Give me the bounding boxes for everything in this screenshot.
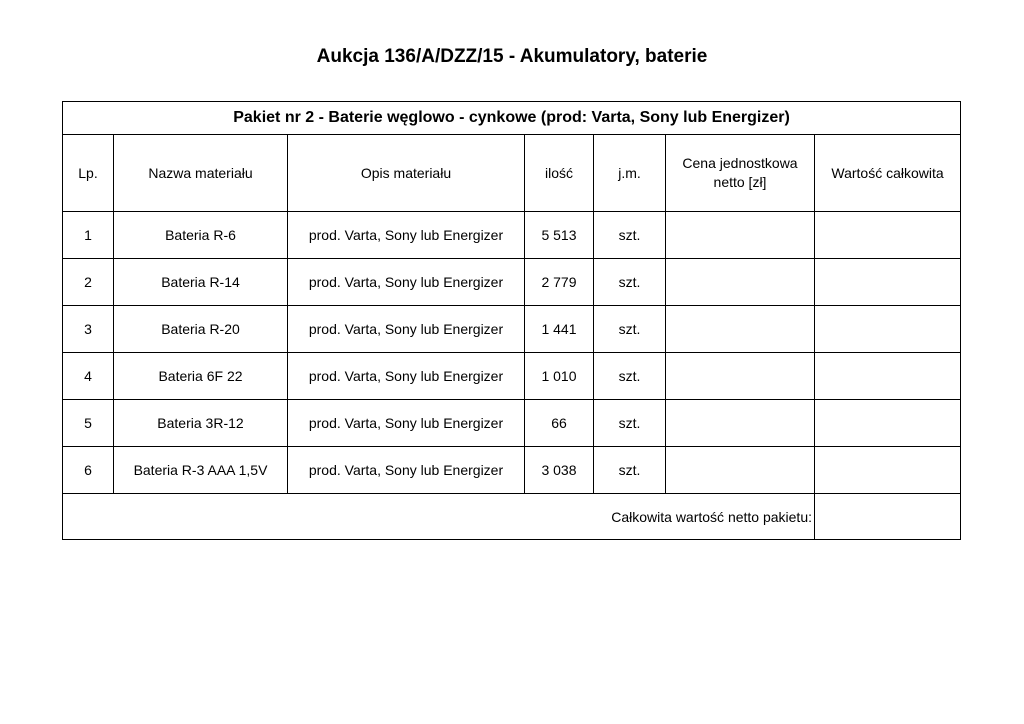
header-quantity: ilość	[525, 135, 594, 212]
cell-unit: szt.	[594, 212, 666, 259]
cell-name: Bateria R-20	[114, 306, 288, 353]
cell-total-value	[815, 212, 961, 259]
cell-unit-price	[666, 400, 815, 447]
table-body	[63, 212, 961, 494]
cell-name: Bateria R-6	[114, 212, 288, 259]
table-header-row	[63, 135, 961, 212]
cell-unit: szt.	[594, 447, 666, 494]
table-row	[63, 306, 961, 353]
table-row	[63, 447, 961, 494]
package-title: Pakiet nr 2 - Baterie węglowo - cynkowe (prod: Varta, Sony lub Energizer)	[63, 102, 961, 135]
package-title-row	[63, 102, 961, 135]
header-lp: Lp.	[63, 135, 114, 212]
cell-unit-price	[666, 259, 815, 306]
cell-quantity: 66	[525, 400, 594, 447]
cell-lp: 1	[63, 212, 114, 259]
cell-lp: 2	[63, 259, 114, 306]
cell-unit: szt.	[594, 400, 666, 447]
header-total-value: Wartość całkowita	[815, 135, 961, 212]
cell-total-value	[815, 306, 961, 353]
table-row	[63, 400, 961, 447]
cell-unit-price	[666, 306, 815, 353]
cell-description: prod. Varta, Sony lub Energizer	[288, 400, 525, 447]
cell-description: prod. Varta, Sony lub Energizer	[288, 306, 525, 353]
table-row	[63, 259, 961, 306]
cell-description: prod. Varta, Sony lub Energizer	[288, 447, 525, 494]
cell-unit-price	[666, 212, 815, 259]
header-name: Nazwa materiału	[114, 135, 288, 212]
cell-total-value	[815, 259, 961, 306]
header-unit: j.m.	[594, 135, 666, 212]
cell-quantity: 5 513	[525, 212, 594, 259]
cell-description: prod. Varta, Sony lub Energizer	[288, 212, 525, 259]
cell-total-value	[815, 447, 961, 494]
cell-description: prod. Varta, Sony lub Energizer	[288, 353, 525, 400]
header-description: Opis materiału	[288, 135, 525, 212]
cell-total-value	[815, 400, 961, 447]
document-title: Aukcja 136/A/DZZ/15 - Akumulatory, baterie	[316, 46, 708, 67]
cell-description: prod. Varta, Sony lub Energizer	[288, 259, 525, 306]
cell-lp: 6	[63, 447, 114, 494]
cell-name: Bateria 6F 22	[114, 353, 288, 400]
cell-lp: 4	[63, 353, 114, 400]
total-label: Całkowita wartość netto pakietu:	[63, 494, 815, 540]
cell-quantity: 3 038	[525, 447, 594, 494]
package-table	[62, 101, 961, 540]
cell-quantity: 2 779	[525, 259, 594, 306]
total-value	[815, 494, 961, 540]
cell-lp: 5	[63, 400, 114, 447]
cell-quantity: 1 010	[525, 353, 594, 400]
cell-unit: szt.	[594, 353, 666, 400]
cell-name: Bateria R-3 AAA 1,5V	[114, 447, 288, 494]
cell-total-value	[815, 353, 961, 400]
cell-unit-price	[666, 447, 815, 494]
header-unit-price: Cena jednostkowa netto [zł]	[666, 135, 815, 212]
cell-lp: 3	[63, 306, 114, 353]
cell-unit: szt.	[594, 259, 666, 306]
cell-name: Bateria 3R-12	[114, 400, 288, 447]
cell-unit: szt.	[594, 306, 666, 353]
table-row	[63, 353, 961, 400]
total-row	[63, 494, 961, 540]
table-row	[63, 212, 961, 259]
cell-unit-price	[666, 353, 815, 400]
cell-name: Bateria R-14	[114, 259, 288, 306]
cell-quantity: 1 441	[525, 306, 594, 353]
